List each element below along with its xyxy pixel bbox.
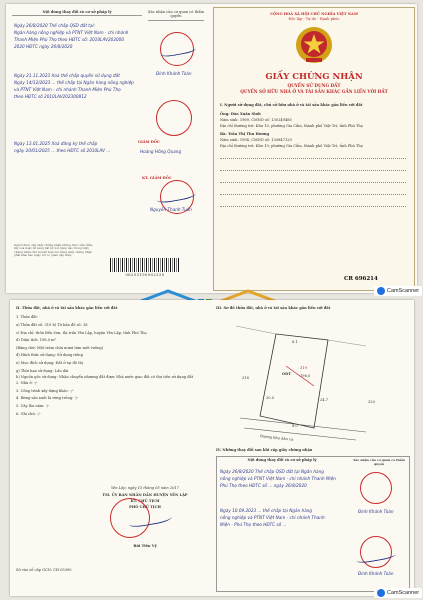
camscanner-icon	[377, 589, 385, 597]
handwritten-line: Ngày 13.01.2025 Xoá đăng ký thế chấp	[14, 141, 98, 146]
land-row: 3. Công trình xây dựng khác: -/-	[16, 388, 74, 393]
sign-org-1: TM. ỦY BAN NHÂN DÂN HUYỆN YÊN LẬP	[102, 493, 188, 497]
land-row: g) Thời hạn sử dụng: Lâu dài	[16, 368, 69, 373]
left-footnote: Người được cấp Giấy chứng nhận không được sửa chữa, tẩy xoá hoặc bổ sung bất kỳ nội dung nào trong Giấy chứng nhận; khi bị mất hoặc hư hỏng Giấy chứng nhận phải khai báo ngay với cơ quan cấp Giấy.	[14, 243, 94, 258]
section-2-title: II. Thửa đất, nhà ở và tài sản khác gắn liền với đất	[16, 306, 118, 310]
map-label: 319	[300, 366, 307, 370]
certificate-subtitle-2: QUYỀN SỞ HỮU NHÀ Ở VÀ TÀI SẢN KHÁC GẮN LIỀN VỚI ĐẤT	[240, 89, 388, 94]
camscanner-label: CamScanner	[387, 288, 420, 294]
signer-name: Đinh Khánh Toàn	[156, 71, 192, 76]
map-label: Đường khu dân cư	[259, 434, 294, 442]
map-dimension: 8.1	[292, 340, 298, 344]
land-row: h) Nguồn gốc sử dụng: Nhận chuyển nhượng đất được Nhà nước giao đất có thu tiền sử dụng đất	[16, 375, 194, 380]
handwritten-line: theo HĐTC số 2010LAV202300812	[14, 94, 87, 99]
role-label: GIÁM ĐỐC	[138, 140, 160, 144]
signer-name: Nguyễn Thanh Tuấn	[150, 207, 192, 212]
handwritten-line: nông nghiệp và PTNT Việt Nam - chi nhánh Thanh Miện	[220, 476, 336, 481]
changes-header: Nội dung thay đổi và cơ sở pháp lý	[247, 458, 317, 462]
handwritten-line: Thanh Miện Phú Thọ theo HĐTC số: 2010LAV202000	[14, 37, 124, 42]
national-title: CỘNG HOÀ XÃ HỘI CHỦ NGHĨA VIỆT NAM	[270, 12, 358, 16]
handwritten-line: và PTNT Việt Nam - chi nhánh Thanh Miện Phú Thọ	[14, 87, 121, 92]
sign-date: Yên Lập, ngày 15 tháng 05 năm 2017	[111, 486, 179, 490]
blank-line	[220, 194, 406, 195]
handwritten-line: Ngày 14/12/2023 ... thế chấp tại Ngân hàng nông nghiệp	[14, 80, 134, 85]
state-emblem	[294, 25, 334, 65]
owner-2-name: Bà: Trần Thị Thu Hương	[220, 132, 270, 136]
handwritten-line: nông nghiệp và PTNT Việt Nam - chi nhánh Thanh	[220, 515, 325, 520]
handwritten-line: Ngày 26/8/2020 Thế chấp QSD đất tại Ngân hàng	[220, 469, 324, 474]
role-label: KT. GIÁM ĐỐC	[142, 176, 172, 180]
changes-right-header: Xác nhận của cơ quan có thẩm quyền	[353, 458, 405, 467]
official-stamp	[156, 100, 192, 136]
map-label: ODT	[282, 372, 291, 376]
certificate-subtitle-1: QUYỀN SỬ DỤNG ĐẤT	[287, 83, 341, 88]
cover-page	[213, 7, 415, 291]
sign-org-3: PHÓ CHỦ TỊCH	[129, 505, 161, 509]
land-row: (Bằng chữ: Một trăm chín mươi tám mét vuông)	[16, 345, 104, 350]
camscanner-badge	[374, 588, 422, 598]
changes-entries	[220, 468, 348, 528]
land-row: 4. Rừng sản xuất là rừng trồng: -/-	[16, 396, 79, 401]
land-row: e) Mục đích sử dụng: Đất ở tại đô thị	[16, 360, 84, 365]
land-row: 5. Cây lâu năm: -/-	[16, 403, 50, 408]
register-number: Số vào sổ cấp GCN: CH 05390	[16, 568, 72, 572]
left-entries	[14, 22, 144, 154]
handwritten-line: ngày 20/01/2025 ... theo HĐTC số 2010LAV ...	[14, 148, 111, 153]
land-row: c) Địa chỉ: thôn Bến Sơn, thị trấn Yên Lập, huyện Yên Lập, tỉnh Phú Thọ	[16, 330, 147, 335]
map-label: 320	[368, 400, 375, 404]
signer-name: Hoàng Hồng Quang	[140, 149, 182, 154]
camscanner-label: CamScanner	[387, 590, 420, 596]
land-info-section	[16, 306, 206, 418]
land-row: đ) Hình thức sử dụng: Sử dụng riêng	[16, 353, 83, 358]
section-4-title: IV. Những thay đổi sau khi cấp giấy chứng nhận	[216, 448, 313, 452]
handwritten-line: Ngân hàng nông nghiệp và PTNT Việt Nam - chi nhánh	[14, 30, 129, 35]
barcode	[110, 258, 180, 272]
handwritten-line: Phú Thọ theo HĐTC số ... ngày 26/8/2020	[220, 483, 307, 488]
land-row: d) Diện tích: 198,0 m²	[16, 338, 57, 343]
camscanner-icon	[377, 287, 385, 295]
map-label: 198,0	[300, 374, 311, 378]
handwritten-line: 2020 HĐTC ngày 26/8/2020	[14, 44, 73, 49]
signer-name: Bùi Tiến Vỹ	[133, 544, 157, 548]
owner-2-address: Địa chỉ thường trú: Khu 10, phường Gia Cẩm, thành phố Việt Trì, tỉnh Phú Thọ	[220, 144, 363, 148]
map-dimension: 24.7	[320, 398, 329, 402]
land-row: a) Thửa đất số: 319 b) Tờ bản đồ số: 18	[16, 323, 88, 327]
official-stamp	[360, 472, 392, 504]
handwritten-line: Ngày 10.09.2023 ... thế chấp tại Ngân hàng	[220, 508, 313, 513]
owner-1-name: Ông: Đào Xuân Sinh	[220, 112, 261, 116]
blank-line	[220, 206, 406, 207]
confirm-column-header: Xác nhận của cơ quan có thẩm quyền	[148, 10, 204, 21]
left-page	[10, 8, 206, 288]
map-label: 318	[242, 376, 249, 380]
section-1-title: I. Người sử dụng đất, chủ sở hữu nhà ở và tài sản khác gắn liền với đất	[220, 103, 363, 107]
certificate-inner-page	[10, 300, 414, 596]
map-dimension: 20.0	[266, 396, 275, 400]
blank-line	[220, 182, 406, 183]
serial-number: CR 696214	[344, 276, 378, 282]
left-header: Nội dung thay đổi và cơ sở pháp lý	[12, 10, 142, 16]
national-motto: Độc lập - Tự do - Hạnh phúc	[288, 17, 340, 21]
blank-line	[220, 170, 406, 171]
handwritten-line: Miện - Phú Thọ theo HĐTC số ...	[220, 522, 287, 527]
certificate-cover-page	[6, 4, 420, 294]
owner-1-info: Năm sinh: 1969, CMND số: 130249485	[220, 118, 292, 122]
camscanner-badge	[374, 286, 422, 296]
blank-line	[220, 158, 406, 159]
handwritten-line: Ngày 26/8/2020 Thế chấp QSD đất tại:	[14, 23, 96, 28]
sign-org-2: KT. CHỦ TỊCH	[130, 499, 160, 503]
signer-name: Đinh Khánh Toàn	[358, 509, 394, 514]
section-3-title: III. Sơ đồ thửa đất, nhà ở và tài sản khác gắn liền với đất	[216, 306, 331, 310]
land-row: 2. Nhà ở: -/-	[16, 381, 38, 386]
signer-name: Đinh Khánh Toàn	[358, 571, 394, 576]
land-row: 1. Thửa đất:	[16, 315, 39, 320]
handwritten-line: Ngày 21.11.2023 Xoá thế chấp quyền sử dụng đất	[14, 73, 120, 78]
barcode-number: 06253190002330	[125, 273, 165, 277]
owner-2-info: Năm sinh: 1994, CMND số: 130847129	[220, 138, 292, 142]
certificate-title: GIẤY CHỨNG NHẬN	[265, 72, 363, 82]
owner-1-address: Địa chỉ thường trú: Khu 10, phường Gia Cẩm, thành phố Việt Trì, tỉnh Phú Thọ	[220, 124, 363, 128]
map-dimension: 8.0	[292, 424, 298, 428]
land-row: 6. Ghi chú: -/-	[16, 411, 41, 416]
